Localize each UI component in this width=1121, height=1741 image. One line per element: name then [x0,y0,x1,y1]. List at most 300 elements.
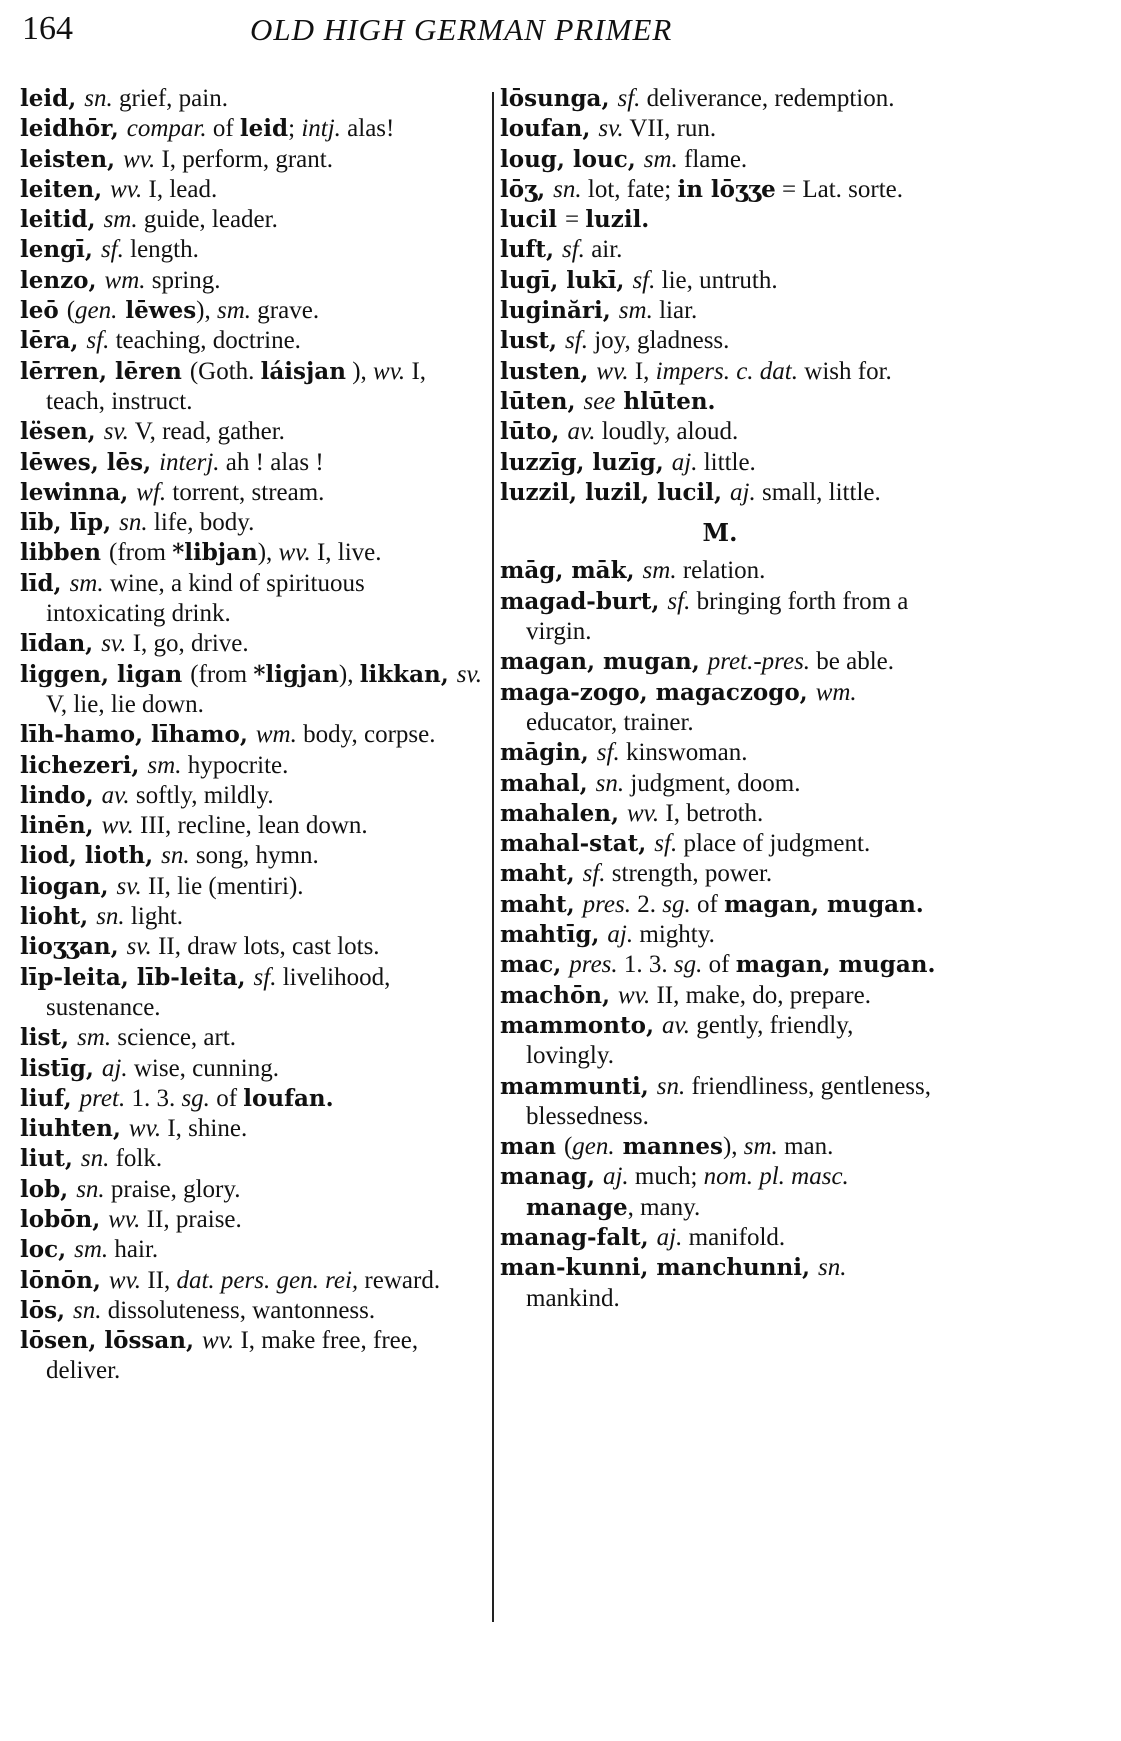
headword: lōs, [20,1296,74,1324]
headword: magan, mugan. [735,951,936,979]
glossary-entry [20,84,490,114]
grammar-abbrev: sv. [103,418,129,446]
grammar-abbrev: wv. [108,1266,142,1294]
definition-text: ; [288,115,302,143]
headword: lob, [20,1175,77,1203]
glossary-entry [20,1296,490,1326]
definition-text: ), [196,297,217,325]
definition-text: ( [66,297,76,325]
headword: liggen, ligan [20,660,191,688]
grammar-abbrev: sn. [96,903,125,931]
grammar-abbrev: sn. [76,1175,105,1203]
headword: līdan, [20,630,102,658]
grammar-abbrev: sf. [632,266,656,294]
definition-text: V, read, gather. [128,418,285,446]
headword: lugī, lukī, [500,266,633,294]
definition-text: I, betroth. [659,799,764,827]
grammar-abbrev: sn. [817,1254,847,1282]
headword: *libjan [172,539,258,567]
glossary-entry [20,720,490,750]
definition-text: I, [628,357,656,385]
headword: luzzil, luzil, lucil, [500,478,731,506]
glossary-entry [20,811,490,841]
headword: liod, lioth, [20,842,162,870]
definition-text: I, lead. [142,175,218,203]
grammar-abbrev: wv. [618,981,651,1009]
headword: mac, [500,951,570,979]
definition-text: kinswoman. [619,739,748,767]
grammar-abbrev: sm. [147,751,182,779]
headword: manage [526,1193,628,1221]
grammar-abbrev: sf. [667,587,691,615]
headword: leiten, [20,175,111,203]
glossary-entry [500,175,940,205]
grammar-abbrev: wv. [101,812,134,840]
glossary-entry [500,145,940,175]
grammar-abbrev: wv. [128,1115,162,1143]
grammar-abbrev: sn. [553,175,582,203]
grammar-abbrev: aj. [671,448,698,476]
headword: man [500,1133,564,1161]
headword: mahal-stat, [500,830,655,858]
headword: lewinna, [20,478,137,506]
headword: loug, louc, [500,145,644,173]
headword: leid, [20,85,85,112]
headword: lichezeri, [20,751,148,779]
headword: lōnōn, [20,1266,109,1294]
headword: lūten, [500,387,584,415]
definition-text: of [206,115,240,143]
glossary-entry [500,829,940,859]
glossary-entry [20,841,490,871]
definition-text: I, teach, instruct. [46,357,427,415]
grammar-abbrev: sv. [116,872,142,900]
definition-text: guide, leader. [137,206,278,234]
grammar-abbrev: sf. [654,830,678,858]
grammar-abbrev: wv. [108,1205,141,1233]
grammar-abbrev: sf. [582,860,606,888]
definition-text: livelihood, sustenance. [46,963,391,1021]
headword: maga-zogo, magaczogo, [500,678,816,706]
grammar-abbrev: wv. [626,799,660,827]
glossary-entry [500,950,940,980]
definition-text: (from [190,660,254,688]
definition-text: deliverance, redemption. [640,85,895,112]
grammar-abbrev: aj. [656,1223,683,1251]
headword: mahalen, [500,799,627,827]
headword: lioʒʒan, [20,933,127,961]
grammar-abbrev: sm. [643,145,678,173]
definition-text: be able. [810,648,895,676]
headword: lindo, [20,781,102,809]
definition-text: wise, cunning. [127,1054,279,1082]
headword: lobōn, [20,1205,109,1233]
running-title: OLD HIGH GERMAN PRIMER [250,12,673,47]
grammar-abbrev: intj. [301,115,341,143]
grammar-abbrev: wm. [255,721,297,749]
definition-text: air. [584,236,623,264]
glossary-entry [20,1084,490,1114]
definition-text: alas! [340,115,395,143]
definition-text: ah ! alas ! [219,448,324,476]
definition-text: teaching, doctrine. [109,327,301,355]
definition-text: ), [257,539,279,567]
glossary-entry [500,84,940,114]
definition-text: 2. [631,890,663,918]
definition-text: III, recline, lean down. [133,812,368,840]
definition-text: gently, friendly, lovingly. [526,1011,854,1070]
definition-text: ), [722,1133,744,1161]
glossary-entry [20,1326,490,1387]
definition-text: hypocrite. [181,751,289,779]
definition-text: little. [697,448,756,476]
grammar-abbrev: sf. [565,327,588,355]
glossary-entry [20,902,490,932]
grammar-abbrev: sf. [253,963,277,991]
definition-text: small, little. [755,478,881,506]
definition-text: II, draw lots, cast lots. [151,933,380,961]
glossary-entry [20,235,490,265]
definition-text: lot, fate; [581,175,678,203]
headword: manag, [500,1163,603,1191]
grammar-abbrev: sm. [618,297,653,325]
glossary-entry [20,114,490,144]
grammar-abbrev: wv. [202,1327,235,1355]
headword: *ligjan [253,660,339,688]
glossary-entry [500,296,940,326]
glossary-entry [500,1011,940,1072]
glossary-entry [500,235,940,265]
headword: lēra, [20,327,87,355]
glossary-entry [500,678,940,739]
headword: liuhten, [20,1115,129,1143]
grammar-abbrev: sm. [103,206,138,234]
grammar-abbrev: sf. [617,85,641,112]
headword: likkan, [359,660,457,688]
headword: līd, [20,569,70,597]
definition-text: = Lat. sorte. [775,175,904,203]
definition-text: hair. [108,1236,159,1264]
glossary-entry [500,890,940,920]
definition-text: torrent, stream. [166,478,325,506]
left-column [20,84,490,1387]
headword: lësen, [20,418,104,446]
grammar-abbrev: sv. [456,660,482,688]
glossary-entry [20,629,490,659]
glossary-entry [500,859,940,889]
headword: lusten, [500,357,597,385]
grammar-abbrev: sm. [69,569,104,597]
definition-text: grief, pain. [112,85,228,112]
headword: lūto, [500,418,568,446]
definition-text: friendliness, gentleness, blessedness. [526,1072,931,1130]
glossary-entry [20,872,490,902]
grammar-abbrev: pret. [79,1084,126,1112]
glossary-entry [500,981,940,1011]
grammar-abbrev: aj. [607,921,634,949]
headword: lēwes, lēs, [20,448,160,476]
headword: man-kunni, manchunni, [500,1254,818,1282]
glossary-entry [20,448,490,478]
headword: luft, [500,236,562,264]
grammar-abbrev: aj. [730,478,756,506]
definition-text: = [564,206,586,234]
headword: mahal, [500,769,596,797]
glossary-entry [20,1175,490,1205]
definition-text: length. [123,236,199,264]
glossary-entry [500,1162,940,1223]
column-divider [492,92,494,1622]
headword: magad-burt, [500,587,668,615]
definition-text: I, go, drive. [126,630,249,658]
definition-text: life, body. [147,509,255,537]
headword: lērren, lēren [20,357,190,385]
grammar-abbrev: sf. [86,327,110,355]
headword: lōʒ, [500,175,554,203]
grammar-abbrev: wv. [110,175,143,203]
definition-text: judgment, doom. [624,769,801,797]
definition-text: (from [109,539,173,567]
headword: listīg, [20,1054,102,1082]
definition-text: softly, mildly. [129,781,274,809]
grammar-abbrev: gen. [572,1133,615,1161]
glossary-entry [500,1072,940,1133]
headword: mammunti, [500,1072,657,1100]
grammar-abbrev: sg. [181,1084,210,1112]
glossary-entry [20,417,490,447]
grammar-abbrev: pret.-pres. [707,648,811,676]
glossary-entry [20,1266,490,1296]
definition-text: relation. [676,557,766,585]
glossary-entry [500,738,940,768]
definition-text: folk. [109,1145,163,1173]
glossary-entry [20,1023,490,1053]
headword: leisten, [20,145,124,173]
glossary-entry [20,1054,490,1084]
headword: láisjan [260,357,346,385]
glossary-entry [20,538,490,568]
headword: lust, [500,327,566,355]
definition-text: V, lie, lie down. [46,690,204,718]
grammar-abbrev: wm. [104,266,146,294]
definition-text: song, hymn. [189,842,319,870]
grammar-abbrev: wv. [373,357,406,385]
definition-text: ), [338,660,360,688]
glossary-entry [500,769,940,799]
headword: līb, līp, [20,509,120,537]
definition-text: II, make, do, prepare. [650,981,871,1009]
glossary-entry [20,1114,490,1144]
definition-text: spring. [145,266,221,294]
glossary-entry [20,266,490,296]
glossary-entry [20,660,490,721]
headword: magan, mugan. [724,890,924,918]
definition-text: liar. [652,297,698,325]
glossary-entry [500,387,940,417]
glossary-entry [20,145,490,175]
grammar-abbrev: sv. [101,630,127,658]
definition-text: ( [563,1133,573,1161]
glossary-entry [500,556,940,586]
definition-text: mankind. [526,1284,620,1312]
definition-text: I, perform, grant. [155,145,333,173]
grammar-abbrev: dat. pers. gen. rei, [176,1266,359,1294]
grammar-abbrev: sn. [656,1072,686,1100]
headword: lōsen, lōssan, [20,1327,203,1355]
glossary-entry [500,205,940,235]
grammar-abbrev: av. [101,781,130,809]
grammar-abbrev: sm. [74,1236,109,1264]
headword: leō [20,297,67,325]
definition-text: loudly, aloud. [595,418,739,446]
grammar-abbrev: pres. [582,890,631,918]
glossary-entry [500,799,940,829]
grammar-abbrev: gen. [75,297,118,325]
headword: leid [239,115,289,143]
glossary-entry [500,326,940,356]
page-number: 164 [22,10,73,47]
headword: māg, māk, [500,557,643,585]
headword: leitid, [20,206,104,234]
definition-text: manifold. [682,1223,786,1251]
headword: leidhōr, [20,115,127,143]
glossary-entry [500,114,940,144]
glossary-entry [20,478,490,508]
definition-text: light. [124,903,184,931]
headword: lioht, [20,903,97,931]
headword: loufan. [243,1084,334,1112]
headword: liuf, [20,1084,80,1112]
headword: libben [20,539,110,567]
grammar-abbrev: sn. [73,1296,102,1324]
glossary-entry [20,1235,490,1265]
definition-text: science, art. [111,1024,237,1052]
glossary-entry [20,296,490,326]
glossary-entry [20,175,490,205]
right-column [500,84,940,1314]
definition-text: educator, trainer. [526,708,694,736]
grammar-abbrev: sv. [126,933,152,961]
grammar-abbrev: wm. [815,678,857,706]
definition-text: place of judgment. [677,830,871,858]
headword: luginări, [500,297,619,325]
grammar-abbrev: wv. [123,145,156,173]
definition-text: reward. [358,1266,441,1294]
definition-text: man. [777,1133,834,1161]
headword: lēwes [117,297,197,325]
headword: lōsunga, [500,85,618,112]
definition-text: strength, power. [605,860,773,888]
entries-l-continued [500,84,940,508]
grammar-abbrev: sf. [100,236,124,264]
glossary-entry [20,508,490,538]
definition-text: joy, gladness. [587,327,730,355]
glossary-entry [20,932,490,962]
definition-text: I, make free, free, deliver. [46,1327,419,1385]
headword: līh-hamo, līhamo, [20,721,256,749]
glossary-entry [20,569,490,630]
glossary-entry [20,326,490,356]
definition-text: much; [628,1163,704,1191]
definition-text: grave. [251,297,320,325]
glossary-entry [500,478,940,508]
glossary-entry [20,963,490,1024]
definition-text: ), [345,357,374,385]
headword: manag-falt, [500,1223,657,1251]
definition-text: flame. [677,145,748,173]
glossary-entry [500,1223,940,1253]
headword: mannes [614,1133,723,1161]
headword: lenzo, [20,266,105,294]
grammar-abbrev: av. [661,1011,690,1039]
definition-text: I, shine. [161,1115,248,1143]
grammar-abbrev: sv. [598,115,624,143]
headword: liut, [20,1145,81,1173]
grammar-abbrev: sf. [562,236,585,264]
glossary-entry [500,266,940,296]
glossary-entry [20,357,490,418]
definition-text: (Goth. [189,357,261,385]
headword: lengī, [20,236,101,264]
definition-text: wine, a kind of spirituous intoxicating drink. [46,569,365,628]
headword: machōn, [500,981,619,1009]
glossary-entry [500,357,940,387]
grammar-abbrev: sg. [673,951,703,979]
grammar-abbrev: sn. [595,769,625,797]
definition-text: , many. [627,1193,701,1221]
glossary-entry [20,1205,490,1235]
grammar-abbrev: sn. [161,842,190,870]
grammar-abbrev: sg. [662,890,691,918]
grammar-abbrev: sn. [119,509,148,537]
headword: līp-leita, līb-leita, [20,963,254,991]
definition-text: mighty. [633,921,715,949]
definition-text: praise, glory. [104,1175,241,1203]
grammar-abbrev: wf. [136,478,167,506]
headword: linēn, [20,812,102,840]
definition-text: of [702,951,736,979]
definition-text: wish for. [798,357,892,385]
headword: luzil. [585,206,650,234]
grammar-abbrev: sn. [84,85,113,112]
grammar-abbrev: impers. c. dat. [655,357,799,385]
entries-m [500,556,940,1313]
definition-text: of [209,1084,244,1112]
headword: luzzīg, luzīg, [500,448,672,476]
glossary-entry [20,205,490,235]
headword: mammonto, [500,1011,662,1039]
definition-text: bringing forth from a virgin. [526,587,909,646]
grammar-abbrev: compar. [126,115,207,143]
headword: hlūten. [615,387,716,415]
grammar-abbrev: sf. [596,739,620,767]
headword: list, [20,1024,78,1052]
headword: māgin, [500,739,597,767]
grammar-abbrev: sm. [642,557,677,585]
grammar-abbrev: wv. [278,539,311,567]
headword: in lōʒʒe [677,175,776,203]
grammar-abbrev: see [583,387,616,415]
grammar-abbrev: av. [567,418,596,446]
headword: magan, mugan, [500,648,708,676]
definition-text: I, live. [310,539,382,567]
glossary-entry [20,781,490,811]
grammar-abbrev: interj. [159,448,220,476]
grammar-abbrev: aj. [602,1163,629,1191]
grammar-abbrev: sm. [743,1133,778,1161]
headword: loc, [20,1236,75,1264]
glossary-entry [20,1144,490,1174]
